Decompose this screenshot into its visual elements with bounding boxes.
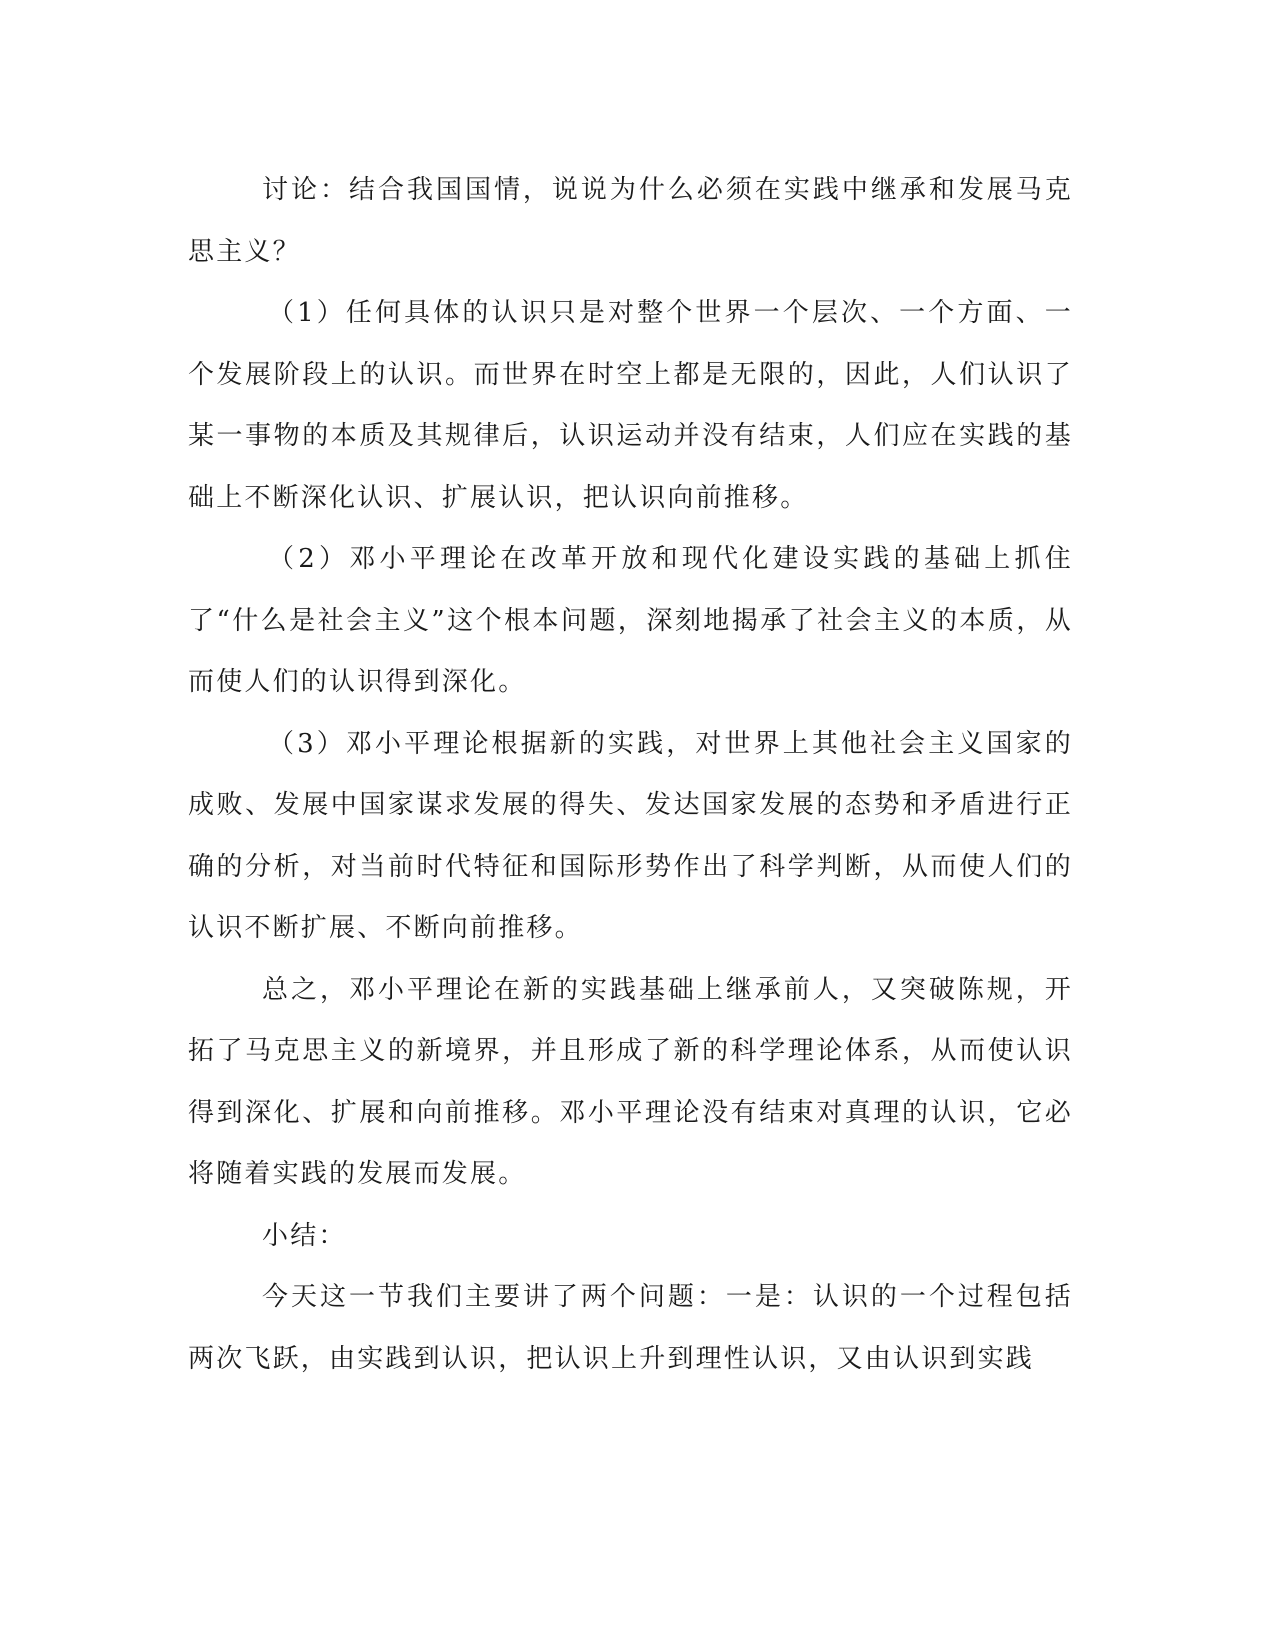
- summary-heading: 小结：: [262, 1220, 347, 1251]
- point-3-paragraph: （3）邓小平理论根据新的实践，对世界上其他社会主义国家的成败、发展中国家谋求发展的得失、发达国家发展的态势和矛盾进行正确的分析，对当前时代特征和国际形势作出了科学判断，从而使人们的认识不断扩展、不断向前推移。: [188, 728, 1073, 943]
- discussion-question: 讨论：结合我国国情，说说为什么必须在实践中继承和发展马克思主义？: [188, 175, 1073, 267]
- document-body: [188, 160, 1073, 1390]
- conclusion-paragraph: 总之，邓小平理论在新的实践基础上继承前人，又突破陈规，开拓了马克思主义的新境界，并且形成了新的科学理论体系，从而使认识得到深化、扩展和向前推移。邓小平理论没有结束对真理的认识，它必将随着实践的发展而发展。: [188, 974, 1073, 1189]
- summary-paragraph: 今天这一节我们主要讲了两个问题：一是：认识的一个过程包括两次飞跃，由实践到认识，把认识上升到理性认识，又由认识到实践: [188, 1282, 1073, 1374]
- point-1-paragraph: （1）任何具体的认识只是对整个世界一个层次、一个方面、一个发展阶段上的认识。而世界在时空上都是无限的，因此，人们认识了某一事物的本质及其规律后，认识运动并没有结束，人们应在实践的基础上不断深化认识、扩展认识，把认识向前推移。: [188, 298, 1073, 513]
- point-2-paragraph: （2）邓小平理论在改革开放和现代化建设实践的基础上抓住了“什么是社会主义”这个根本问题，深刻地揭承了社会主义的本质，从而使人们的认识得到深化。: [188, 544, 1073, 697]
